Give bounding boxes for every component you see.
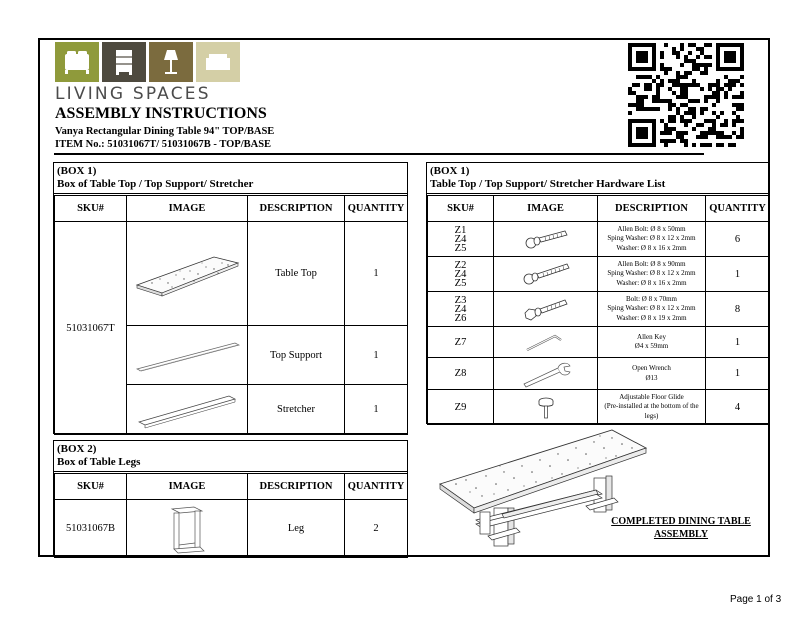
col-image: IMAGE xyxy=(127,196,248,222)
leg-image xyxy=(127,500,248,558)
bed-icon xyxy=(55,42,99,82)
description-cell: Open Wrench Ø13 xyxy=(598,358,706,390)
sku-cell: Z3 Z4 Z6 xyxy=(428,292,494,327)
col-image: IMAGE xyxy=(494,196,598,222)
table-row xyxy=(428,292,770,327)
allen-bolt-50-image xyxy=(494,222,598,257)
quantity-cell: 4 xyxy=(706,390,770,425)
box1-header xyxy=(54,163,407,194)
lamp-icon xyxy=(149,42,193,82)
sku-cell: Z1 Z4 Z5 xyxy=(428,222,494,257)
col-description: DESCRIPTION xyxy=(598,196,706,222)
dresser-icon xyxy=(102,42,146,82)
description-cell: Table Top xyxy=(248,222,345,326)
quantity-cell: 2 xyxy=(345,500,408,558)
sofa-icon xyxy=(196,42,240,82)
table-row xyxy=(428,358,770,390)
page-number: Page 1 of 3 xyxy=(730,594,782,605)
sku-cell: Z9 xyxy=(428,390,494,425)
quantity-cell: 8 xyxy=(706,292,770,327)
description-cell: Top Support xyxy=(248,326,345,385)
table-row xyxy=(55,500,408,558)
open-wrench-image xyxy=(494,358,598,390)
quantity-cell: 1 xyxy=(345,385,408,435)
box2-label: (BOX 2) xyxy=(57,443,97,455)
box1-title: Box of Table Top / Top Support/ Stretcher xyxy=(57,178,254,190)
col-quantity: QUANTITY xyxy=(706,196,770,222)
description-cell: Allen Bolt: Ø 8 x 50mm Sping Washer: Ø 8 x 12 x 2mm Washer: Ø 8 x 16 x 2mm xyxy=(598,222,706,257)
col-quantity: QUANTITY xyxy=(345,474,408,500)
table-row xyxy=(428,390,770,425)
sku-cell: Z8 xyxy=(428,358,494,390)
description-cell: Adjustable Floor Glide (Pre-installed at the bottom of the legs) xyxy=(598,390,706,425)
description-cell: Allen Bolt: Ø 8 x 90mm Sping Washer: Ø 8 x 12 x 2mm Washer: Ø 8 x 16 x 2mm xyxy=(598,257,706,292)
box2-header xyxy=(54,441,407,472)
sku-cell: Z7 xyxy=(428,327,494,358)
floor-glide-image xyxy=(494,390,598,425)
hex-bolt-image xyxy=(494,292,598,327)
hardware-title: Table Top / Top Support/ Stretcher Hardware List xyxy=(430,178,666,190)
quantity-cell: 6 xyxy=(706,222,770,257)
brand-name: LIVING SPACES xyxy=(55,84,211,104)
stretcher-image xyxy=(127,385,248,435)
col-sku: SKU# xyxy=(428,196,494,222)
sku-cell: Z2 Z4 Z5 xyxy=(428,257,494,292)
qr-code xyxy=(628,43,744,147)
quantity-cell: 1 xyxy=(706,257,770,292)
product-name: Vanya Rectangular Dining Table 94" TOP/BASE xyxy=(55,126,275,137)
table-top-image xyxy=(127,222,248,326)
col-sku: SKU# xyxy=(55,196,127,222)
table-row xyxy=(428,222,770,257)
hardware-label: (BOX 1) xyxy=(430,165,470,177)
table-row xyxy=(428,257,770,292)
box2-table xyxy=(54,473,408,558)
col-image: IMAGE xyxy=(127,474,248,500)
quantity-cell: 1 xyxy=(345,222,408,326)
sku-cell: 51031067B xyxy=(55,500,127,558)
hardware-header xyxy=(427,163,769,194)
box1-table xyxy=(54,195,408,435)
description-cell: Leg xyxy=(248,500,345,558)
description-cell: Bolt: Ø 8 x 70mm Sping Washer: Ø 8 x 12 x 2mm Washer: Ø 8 x 19 x 2mm xyxy=(598,292,706,327)
quantity-cell: 1 xyxy=(345,326,408,385)
header-divider xyxy=(54,153,704,155)
item-number: ITEM No.: 51031067T/ 51031067B - TOP/BASE xyxy=(55,139,272,150)
box1-panel xyxy=(53,162,408,434)
col-description: DESCRIPTION xyxy=(248,196,345,222)
description-cell: Allen Key Ø4 x 59mm xyxy=(598,327,706,358)
box2-title: Box of Table Legs xyxy=(57,456,141,468)
hardware-table xyxy=(427,195,770,425)
brand-logo xyxy=(55,42,243,106)
allen-key-image xyxy=(494,327,598,358)
col-sku: SKU# xyxy=(55,474,127,500)
quantity-cell: 1 xyxy=(706,358,770,390)
document-title: ASSEMBLY INSTRUCTIONS xyxy=(55,105,267,122)
top-support-image xyxy=(127,326,248,385)
description-cell: Stretcher xyxy=(248,385,345,435)
completed-assembly-caption: COMPLETED DINING TABLE ASSEMBLY xyxy=(611,516,751,540)
hardware-panel xyxy=(426,162,770,424)
sku-cell: 51031067T xyxy=(55,222,127,435)
allen-bolt-90-image xyxy=(494,257,598,292)
col-description: DESCRIPTION xyxy=(248,474,345,500)
box2-panel xyxy=(53,440,408,557)
box1-label: (BOX 1) xyxy=(57,165,97,177)
table-row xyxy=(55,222,408,326)
col-quantity: QUANTITY xyxy=(345,196,408,222)
quantity-cell: 1 xyxy=(706,327,770,358)
table-row xyxy=(428,327,770,358)
